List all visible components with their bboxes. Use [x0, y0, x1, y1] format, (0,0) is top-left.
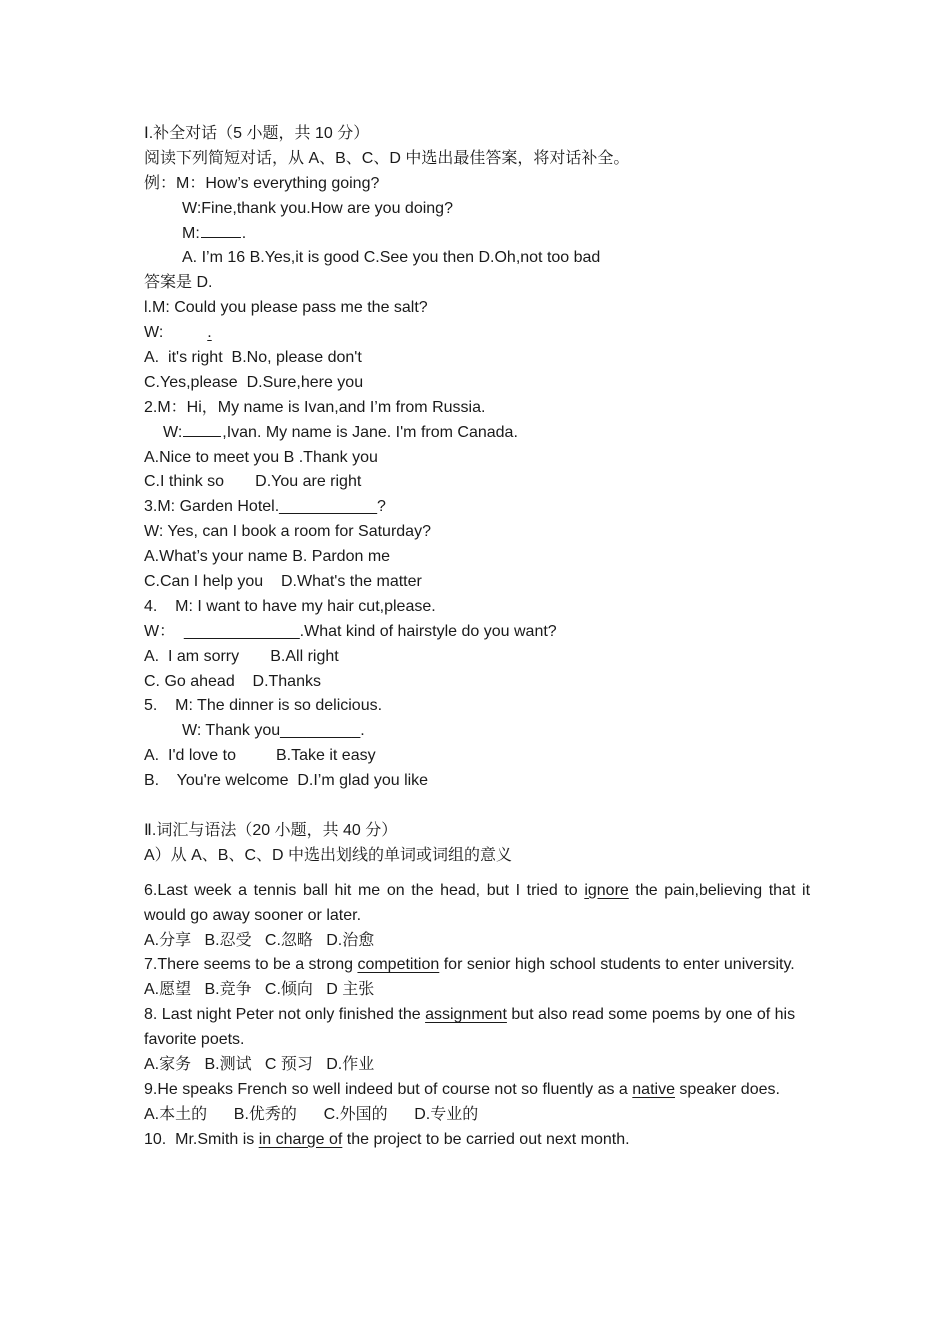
q2-m: 2.M：Hi，My name is Ivan,and I’m from Russia. — [144, 398, 486, 416]
example-m2-line — [144, 222, 810, 247]
q1-m: l.M: Could you please pass me the salt? — [144, 299, 428, 317]
q6-stem — [144, 879, 815, 929]
q4-w: W： _____________.What kind of hairstyle do you want? — [144, 622, 557, 640]
q10-word: in charge of — [258, 1130, 343, 1148]
q5-options-1: A. I'd love to B.Take it easy — [144, 747, 376, 765]
section2-sub-a: A）从 A、B、C、D 中选出划线的单词或词组的意义 — [144, 846, 513, 864]
q1-w-line — [144, 321, 810, 346]
example-answer: 答案是 D. — [144, 274, 213, 292]
example-answer-blank — [201, 222, 241, 238]
q1-options-1: A. it's right B.No, please don't — [144, 349, 362, 367]
section1-instruction: 阅读下列简短对话，从 A、B、C、D 中选出最佳答案，将对话补全。 — [144, 149, 630, 167]
q2-w-suffix: ,Ivan. My name is Jane. I'm from Canada. — [222, 423, 518, 441]
example-w: W:Fine,thank you.How are you doing? — [182, 199, 453, 217]
example-m1-line — [144, 172, 810, 197]
q1-options-2: C.Yes,please D.Sure,here you — [144, 373, 364, 391]
q6-post: the pain,believing that it would go away sooner or later. — [144, 881, 815, 924]
section1-heading: Ⅰ.补全对话（5 小题，共 10 分） — [144, 125, 370, 142]
example-options: A. I’m 16 B.Yes,it is good C.See you then D.Oh,not too bad — [182, 249, 601, 267]
q7-word: competition — [357, 956, 440, 974]
q3-options-2: C.Can I help you D.What's the matter — [144, 573, 422, 591]
example-m2-suffix: . — [241, 224, 247, 242]
exam-document — [144, 122, 815, 1153]
q3-options-1: A.What’s your name B. Pardon me — [144, 548, 391, 566]
section2-heading: Ⅱ.词汇与语法（20 小题，共 40 分） — [144, 821, 398, 839]
example-label: 例： — [144, 174, 177, 192]
q5-options-2: B. You're welcome D.I’m glad you like — [144, 772, 429, 790]
q7-post: for senior high school students to enter university. — [439, 956, 795, 974]
q8-word: assignment — [425, 1006, 507, 1024]
q2-w-prefix: W: — [163, 423, 183, 441]
q1-w-prefix: W: — [144, 324, 164, 342]
q8-post: but also read some poems by one of his favorite poets. — [144, 1006, 800, 1049]
q2-options-1: A.Nice to meet you B .Thank you — [144, 448, 378, 466]
q1-answer-blank — [163, 324, 211, 341]
q1-blank-space — [164, 322, 206, 337]
q1-w-suffix: . — [207, 324, 212, 342]
subsection-spacer — [144, 869, 810, 879]
q8-stem — [144, 1003, 810, 1053]
q10-stem — [144, 1128, 810, 1153]
q9-word: native — [632, 1080, 675, 1098]
q3-m: 3.M: Garden Hotel.___________? — [144, 498, 386, 516]
example-m1: M：How’s everything going? — [176, 174, 380, 192]
section-spacer — [144, 794, 810, 819]
q2-options-2: C.I think so D.You are right — [144, 473, 362, 491]
q2-w-line — [144, 421, 810, 446]
q6-word: ignore — [584, 881, 629, 899]
q6-options: A.分享 B.忍受 C.忽略 D.治愈 — [144, 931, 375, 949]
q5-m: 5. M: The dinner is so delicious. — [144, 697, 383, 715]
example-m2-prefix: M: — [182, 224, 200, 242]
q2-answer-blank — [183, 421, 221, 437]
q7-stem — [144, 953, 810, 978]
q4-m: 4. M: I want to have my hair cut,please. — [144, 597, 436, 615]
q10-post: the project to be carried out next month. — [342, 1130, 630, 1148]
q4-options-2: C. Go ahead D.Thanks — [144, 672, 321, 690]
q5-w: W: Thank you_________. — [182, 722, 365, 740]
q8-pre: 8. Last night Peter not only finished the — [144, 1006, 426, 1024]
q9-stem — [144, 1078, 810, 1103]
q4-options-1: A. I am sorry B.All right — [144, 647, 339, 665]
q6-pre: 6.Last week a tennis ball hit me on the head, but I tried to — [144, 881, 585, 899]
q9-options: A.本土的 B.优秀的 C.外国的 D.专业的 — [144, 1105, 479, 1123]
q7-pre: 7.There seems to be a strong — [144, 956, 358, 974]
q3-w: W: Yes, can I book a room for Saturday? — [144, 523, 431, 541]
q9-pre: 9.He speaks French so well indeed but of course not so fluently as a — [144, 1080, 633, 1098]
q10-pre: 10. Mr.Smith is — [144, 1130, 259, 1148]
q7-options: A.愿望 B.竞争 C.倾向 D 主张 — [144, 981, 375, 999]
q9-post: speaker does. — [674, 1080, 780, 1098]
q8-options: A.家务 B.测试 C 预习 D.作业 — [144, 1056, 375, 1074]
